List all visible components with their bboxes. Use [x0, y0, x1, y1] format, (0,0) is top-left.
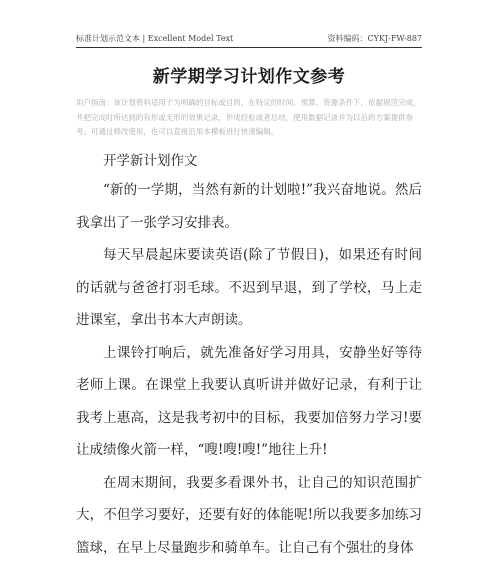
user-guide-text: 用户指南：该计划资料适用于为明确的目标或目的，在特定的时间、预算、资源条件下，依据规范完成，并把完成时所达到的有形或无形的效果记录，形成经验或者总结，使用数据记录并为以后的方案提供参考。可通过修改使用，也可以直接沿用本模板进行快速编辑。: [76, 98, 421, 136]
paragraph: 在周末期间，我要多看课外书，让自己的知识范围扩大，不但学习要好，还要有好的体能呢!所以我要多加练习篮球，在早上尽量跑步和骑单车。让自己有个强壮的身体: [76, 474, 422, 556]
paragraph: “新的一学期，当然有新的计划啦!”我兴奋地说。然后我拿出了一张学习安排表。: [76, 182, 422, 231]
paragraph: 上课铃打响后，就先准备好学习用具，安静坐好等待老师上课。在课堂上我要认真听讲并做好记录，有利于让我考上惠高，这是我考初中的目标，我要加倍努力学习!要让成绩像火箭一样，“嗖!嗖!嗖!”地往上升!: [76, 344, 422, 458]
page-header: [76, 33, 422, 47]
document-title: 新学期学习计划作文参考: [152, 67, 346, 87]
header-divider: [76, 47, 422, 48]
header-left-text: 标准计划示范文本 | Excellent Model Text: [76, 34, 234, 43]
document-body: [76, 149, 422, 564]
paragraph: 每天早晨起床要读英语(除了节假日)，如果还有时间的话就与爸爸打羽毛球。不迟到早退，到了学校，马上走进课室，拿出书本大声朗读。: [76, 247, 422, 328]
essay-heading: 开学新计划作文: [103, 153, 198, 169]
document-code: 资料编码：CYKJ-FW-887: [327, 34, 422, 43]
